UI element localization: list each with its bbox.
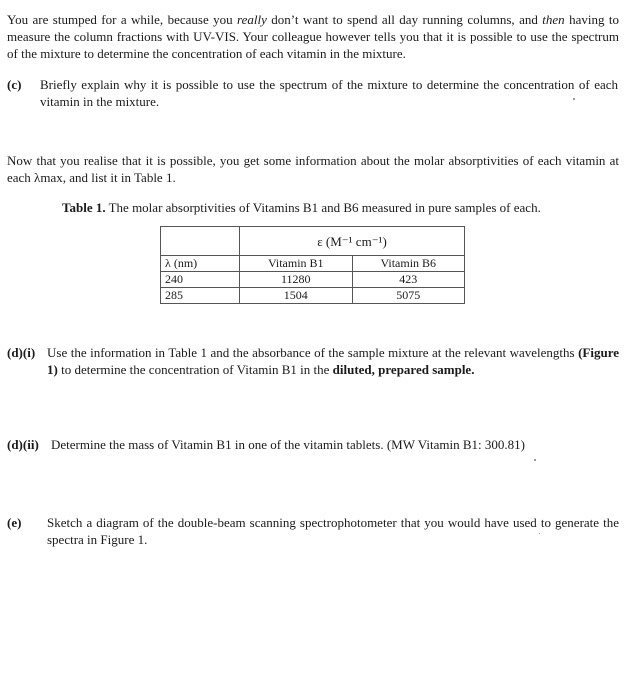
table-caption — [62, 199, 541, 216]
question-c-label: (c) — [7, 77, 22, 92]
question-di-text — [47, 344, 619, 378]
intro-paragraph — [7, 11, 619, 62]
table-cell-wavelength: 285 — [161, 288, 240, 304]
molar-absorptivity-table — [160, 226, 465, 304]
question-e-label: (e) — [7, 515, 22, 530]
stray-mark — [573, 98, 575, 100]
table-caption-text: The molar absorptivities of Vitamins B1 and B6 measured in pure samples of each. — [105, 200, 541, 215]
stray-mark — [534, 459, 536, 461]
table-cell-wavelength: 240 — [161, 272, 240, 288]
table-cell-b6: 5075 — [352, 288, 465, 304]
intro-emphasis-really: really — [237, 12, 267, 27]
stray-mark — [539, 533, 540, 534]
table-unit-header: ε (M⁻¹ cm⁻¹) — [240, 227, 465, 256]
question-e-text: Sketch a diagram of the double-beam scanning spectrophotometer that you would have used to generate the spectra in Figure 1. — [47, 515, 619, 547]
diluted-sample-emphasis: diluted, prepared sample. — [332, 362, 475, 377]
figure-reference: (Figure 1) — [47, 345, 619, 377]
table-header-b6: Vitamin B6 — [352, 256, 465, 272]
table-empty-corner — [161, 227, 240, 256]
intro-text-2: don’t want to spend all day running columns, and — [266, 12, 543, 27]
table-unit-header-row — [161, 227, 465, 256]
table-cell-b1: 1504 — [240, 288, 353, 304]
table-header-wavelength: λ (nm) — [161, 256, 240, 272]
now-paragraph: Now that you realise that it is possible, you get some information about the molar absorptivities of each vitamin at each λmax, and list it in Table 1. — [7, 153, 619, 185]
table-caption-label: Table 1. — [62, 200, 106, 215]
intro-emphasis-then: then — [542, 12, 565, 27]
question-di-label: (d)(i) — [7, 345, 36, 360]
table-column-header-row — [161, 256, 465, 272]
question-dii-text: Determine the mass of Vitamin B1 in one of the vitamin tablets. (MW Vitamin B1: 300.81) — [51, 437, 525, 452]
table-header-b1: Vitamin B1 — [240, 256, 353, 272]
table-cell-b6: 423 — [352, 272, 465, 288]
question-c-text: Briefly explain why it is possible to use the spectrum of the mixture to determine the concentration of each vitamin in the mixture. — [40, 77, 618, 109]
intro-text-3: having to measure the column fractions with UV-VIS. Your colleague however tells you that it is possible to use the spectrum of the mixture to determine the concentration of each vitamin in the mixture. — [7, 12, 619, 61]
question-di-text-c: to determine the concentration of Vitamin B1 in the — [57, 362, 333, 377]
question-dii-label: (d)(ii) — [7, 437, 39, 452]
table-cell-b1: 11280 — [240, 272, 353, 288]
table-row — [161, 288, 465, 304]
question-di-text-a: Use the information in Table 1 and the absorbance of the sample mixture at the relevant wavelengths — [47, 345, 579, 360]
table-row — [161, 272, 465, 288]
intro-text-1: You are stumped for a while, because you — [7, 12, 238, 27]
